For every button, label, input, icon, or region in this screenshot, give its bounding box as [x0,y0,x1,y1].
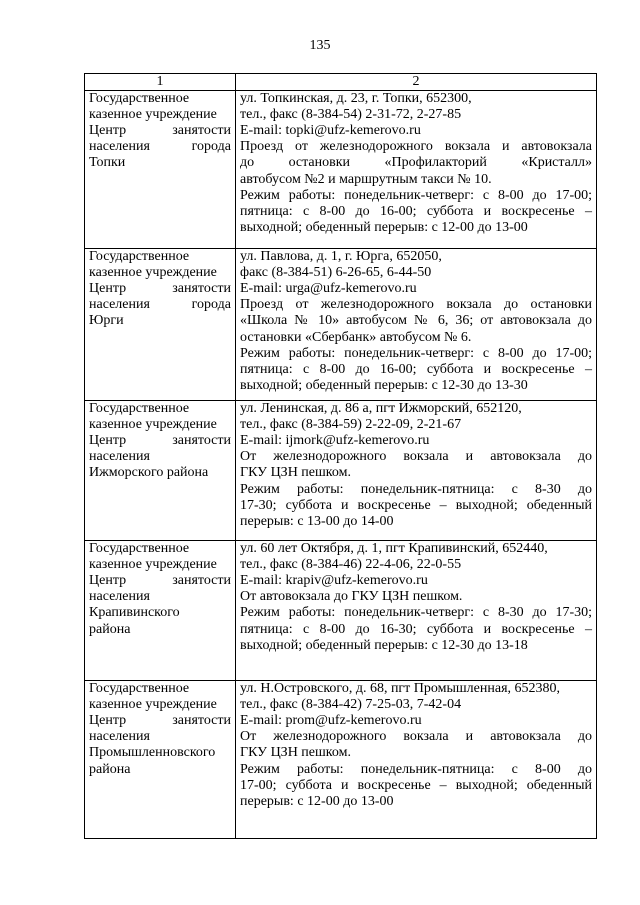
email-line: E-mail: krapiv@ufz-kemerovo.ru [240,573,428,589]
phone-line: тел., факс (8-384-59) 2-22-09, 2-21-67 [240,417,462,433]
organization-cell [85,541,236,681]
schedule-line: выходной; обеденный перерыв: с 12-00 до 13-00 [240,219,528,235]
schedule-line: перерыв: с 12-00 до 13-00 [240,793,394,809]
org-line: Центр занятости [89,573,231,589]
organization-cell [85,681,236,839]
table-row [85,401,597,541]
schedule-line: пятница: с 8-00 до 16-30; суббота и воскресенье – [240,621,592,637]
page-number: 135 [309,38,331,53]
org-line: Центр занятости [89,713,231,729]
organization-cell [85,91,236,249]
address-line: ул. Ленинская, д. 86 а, пгт Ижморский, 652120, [240,401,522,417]
phone-line: тел., факс (8-384-42) 7-25-03, 7-42-04 [240,697,462,713]
org-line: населения города [89,297,231,313]
email-line: E-mail: urga@ufz-kemerovo.ru [240,281,417,297]
schedule-line: перерыв: с 13-00 до 14-00 [240,513,394,529]
org-line: района [89,621,131,637]
org-line: населения [89,449,150,465]
directions-line: остановки «Сбербанк» автобусом № 6. [240,329,472,345]
contact-info-cell [236,91,597,249]
org-line: района [89,761,131,777]
phone-line: факс (8-384-51) 6-26-65, 6-44-50 [240,265,432,281]
org-line: Государственное [89,681,190,697]
schedule-line: Режим работы: понедельник-пятница: с 8-30 до [240,481,592,497]
address-line: ул. 60 лет Октября, д. 1, пгт Крапивинский, 652440, [240,541,548,557]
directions-line: до остановки «Профилакторий «Кристалл» [240,155,592,171]
directions-line: автобусом №2 и маршрутным такси № 10. [240,171,492,187]
directions-line: От автовокзала до ГКУ ЦЗН пешком. [240,589,463,605]
address-line: ул. Н.Островского, д. 68, пгт Промышленная, 652380, [240,681,561,697]
schedule-line: Режим работы: понедельник-четверг: с 8-00 до 17-00; [240,345,592,361]
header-col-2: 2 [236,74,597,91]
table-header-row [85,74,597,91]
schedule-line: Режим работы: понедельник-четверг: с 8-00 до 17-00; [240,187,592,203]
table-row [85,249,597,401]
contact-info-cell [236,401,597,541]
address-line: ул. Павлова, д. 1, г. Юрга, 652050, [240,249,442,265]
schedule-line: пятница: с 8-00 до 16-00; суббота и воскресенье – [240,203,592,219]
org-line: Центр занятости [89,433,231,449]
org-line: Государственное [89,541,190,557]
contact-info-cell [236,681,597,839]
directions-line: Проезд от железнодорожного вокзала до остановки [240,297,592,313]
org-line: Государственное [89,91,190,107]
directions-line: «Школа № 10» автобусом № 6, 36; от автовокзала до [240,313,592,329]
phone-line: тел., факс (8-384-54) 2-31-72, 2-27-85 [240,107,462,123]
schedule-line: пятница: с 8-00 до 16-00; суббота и воскресенье – [240,361,592,377]
schedule-line: выходной; обеденный перерыв: с 12-30 до 13-30 [240,377,528,393]
email-line: E-mail: topki@ufz-kemerovo.ru [240,123,421,139]
schedule-line: 17-00; суббота и воскресенье – выходной; обеденный [240,777,592,793]
org-line: казенное учреждение [89,107,217,123]
org-line: казенное учреждение [89,417,217,433]
schedule-line: Режим работы: понедельник-пятница: с 8-00 до [240,761,592,777]
directions-line: Проезд от железнодорожного вокзала и автовокзала [240,139,592,155]
org-line: населения [89,729,150,745]
schedule-line: Режим работы: понедельник-четверг: с 8-30 до 17-30; [240,605,592,621]
table-row [85,541,597,681]
org-line: Ижморского района [89,465,209,481]
header-col-1: 1 [85,74,236,91]
org-line: Центр занятости [89,281,231,297]
table-row [85,91,597,249]
org-line: казенное учреждение [89,265,217,281]
schedule-line: выходной; обеденный перерыв: с 12-30 до 13-18 [240,637,528,653]
schedule-line: 17-30; суббота и воскресенье – выходной; обеденный [240,497,592,513]
org-line: населения [89,589,150,605]
org-line: Центр занятости [89,123,231,139]
org-line: населения города [89,139,231,155]
phone-line: тел., факс (8-384-46) 22-4-06, 22-0-55 [240,557,462,573]
contact-info-cell [236,249,597,401]
contact-info-cell [236,541,597,681]
org-line: Топки [89,155,126,171]
address-line: ул. Топкинская, д. 23, г. Топки, 652300, [240,91,472,107]
org-line: Крапивинского [89,605,180,621]
email-line: E-mail: prom@ufz-kemerovo.ru [240,713,422,729]
directions-line: ГКУ ЦЗН пешком. [240,465,351,481]
org-line: казенное учреждение [89,697,217,713]
org-line: Юрги [89,313,124,329]
org-line: Государственное [89,249,190,265]
org-line: Государственное [89,401,190,417]
email-line: E-mail: ijmork@ufz-kemerovo.ru [240,433,430,449]
directions-line: От железнодорожного вокзала и автовокзала до [240,449,592,465]
directions-line: ГКУ ЦЗН пешком. [240,745,351,761]
table-row [85,681,597,839]
org-line: Промышленновского [89,745,216,761]
organization-cell [85,401,236,541]
directions-line: От железнодорожного вокзала и автовокзала до [240,729,592,745]
org-line: казенное учреждение [89,557,217,573]
organization-cell [85,249,236,401]
employment-centers-table [84,73,597,839]
